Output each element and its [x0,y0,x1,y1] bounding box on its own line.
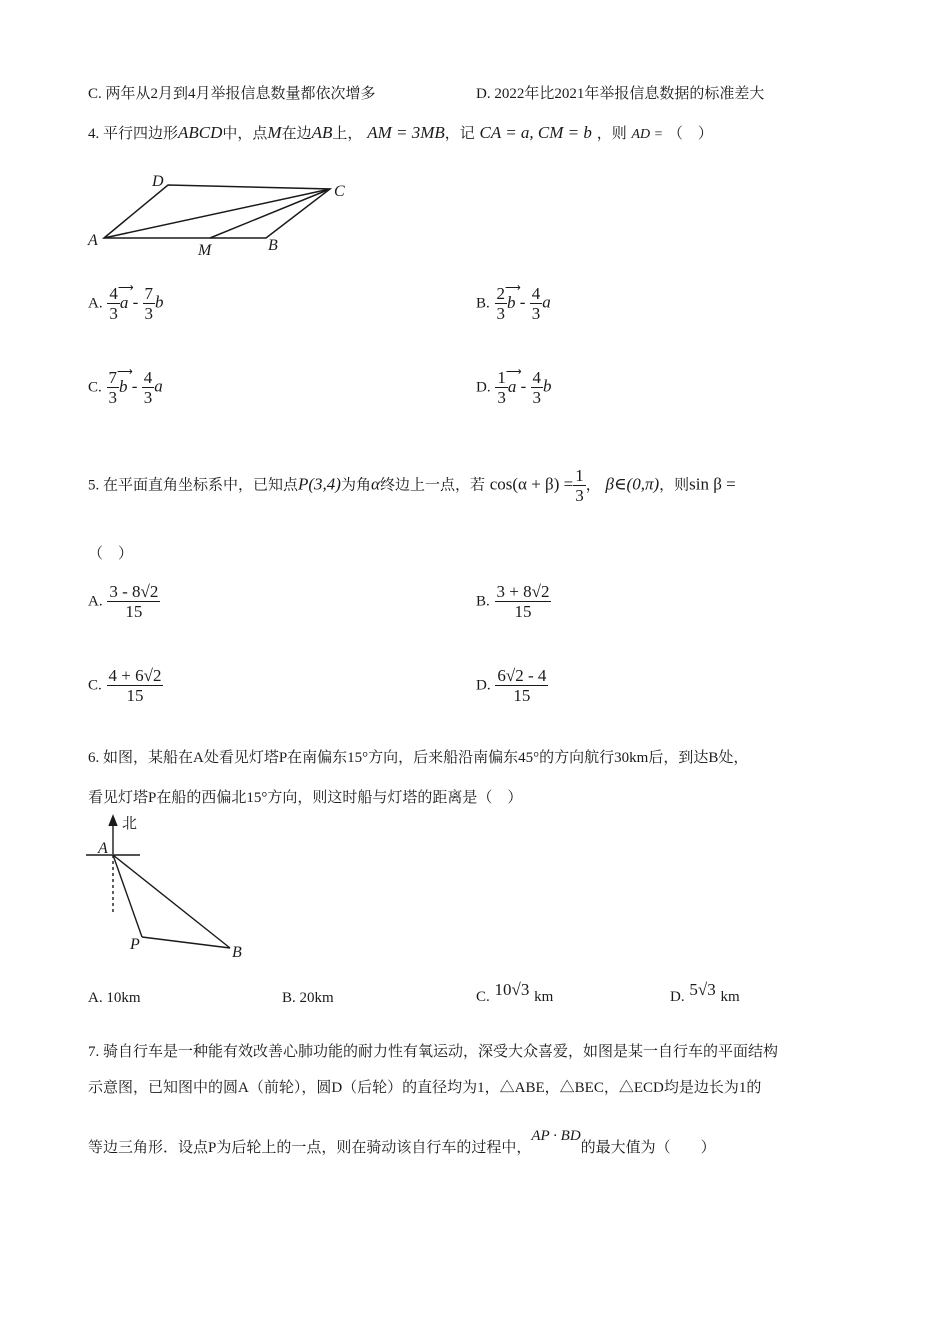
q4-stem-text: 上， [332,126,363,142]
vec-b: b [155,292,164,312]
q4-stem-text: ，则 [596,126,627,142]
q3-option-d: D. 2022年比2021年举报信息数据的标准差大 [476,86,765,102]
option-label: D. [670,989,685,1005]
frac-num: 4 [532,368,542,387]
vec-b: b [119,376,128,396]
q7-line-1: 7. 骑自行车是一种能有效改善心肺功能的耐力性有氧运动，深受大众喜爱，如图是某一自行车的平面结构 [88,1044,779,1060]
q7-expression: AP · BD [531,1128,581,1144]
option-label: A. [88,593,103,610]
frac-den: 3 [144,304,154,323]
bearing-figure [84,810,264,960]
frac-den: 15 [495,685,548,705]
option-value: 5√3 [689,980,716,999]
q6-option-a: A. 10km [88,990,141,1006]
fig-label-c: C [334,183,345,200]
option-label: C. [88,677,102,694]
q5-alpha: α [371,474,380,494]
q5-point: P(3,4) [298,474,341,494]
frac-den: 3 [532,388,542,407]
frac-num: 6√2 - 4 [497,666,547,685]
q3-option-c: C. 两年从2月到4月举报信息数量都依次增多 [88,86,376,102]
q6-option-d [670,980,740,1006]
frac-num: 4 + 6√2 [108,666,162,685]
q4-abcd: ABCD [178,123,223,142]
q4-ab: AB [311,123,333,142]
minus: - [128,292,143,312]
q4-option-d: D. $\frac{1}{3}$ ⟶ a - $\frac{4}{3}$ b [476,365,552,407]
minus: - [515,292,530,312]
minus: - [127,376,142,396]
fig-label-d: D [152,173,164,190]
q7-text: 的最大值为（ ） [580,1140,716,1156]
q5-stem-text: ， [585,477,601,494]
q5-stem-text: 5. 在平面直角坐标系中，已知点 [88,477,299,494]
q5-stem [88,466,736,505]
parallelogram-figure [80,168,360,260]
option-label: B. [476,295,490,312]
q4-m: M [267,123,282,142]
q4-stem [88,122,713,143]
fig-label-b: B [232,944,242,960]
fig-label-m: M [198,242,212,259]
option-unit: km [534,989,554,1005]
q4-stem-text: ，记 [444,126,475,142]
q4-option-a: A. $\frac{4}{3}$ ⟶ a - $\frac{7}{3}$ b [88,281,164,323]
frac-den: 3 [109,304,118,323]
frac-num: 2 [496,284,506,303]
fig-north-label: 北 [122,814,138,832]
vec-a: a [507,376,517,396]
q5-option-a [88,582,160,621]
vec-b: b [507,292,516,312]
option-value: 10√3 [494,980,530,999]
fig-label-p: P [130,936,140,953]
frac-den: 15 [107,601,160,621]
frac-den: 3 [143,388,153,407]
vec-b: b [543,376,552,396]
q4-stem-text: 4. 平行四边形 [88,126,179,142]
q6-option-b: B. 20km [282,990,334,1006]
q4-ad: AD = [631,127,664,142]
frac-den: 3 [497,388,506,407]
q5-stem-text: ，则 [659,477,690,494]
frac-den: 3 [108,388,118,407]
q4-paren: （ ） [667,126,713,142]
vec-a: a [542,292,551,312]
frac-num: 4 [109,284,118,303]
q4-stem-text: 中，点 [222,126,268,142]
q5-paren: （ ） [88,546,134,562]
fig-label-a: A [88,232,98,249]
option-label: C. [476,989,490,1005]
q4-option-c: C. $\frac{7}{3}$ ⟶ b - $\frac{4}{3}$ a [88,365,163,407]
fig-label-a: A [98,840,108,857]
frac-den: 15 [107,685,164,705]
vec-a: a [119,292,129,312]
frac-num: 7 [144,284,154,303]
option-label: A. [88,295,103,312]
frac-den: 3 [531,304,541,323]
q5-option-c [88,666,163,705]
option-unit: km [720,989,740,1005]
fig-label-b: B [268,237,278,254]
frac-num: 4 [531,284,541,303]
frac-den: 15 [495,601,552,621]
option-label: D. [476,677,491,694]
frac-num: 1 [575,466,584,485]
q7-line-3 [88,1128,716,1157]
q4-stem-text: 在边 [281,126,312,142]
q7-line-2: 示意图，已知图中的圆A（前轮），圆D（后轮）的直径均为1，△ABE，△BEC，△ECD均是边长为1的 [88,1080,762,1096]
q5-option-d [476,666,548,705]
frac-num: 3 - 8√2 [109,582,159,601]
q5-sin-beta: sin β = [689,474,736,494]
q7-text: 等边三角形．设点P为后轮上的一点，则在骑动该自行车的过程中， [88,1140,532,1156]
q4-option-b: B. $\frac{2}{3}$ ⟶ b - $\frac{4}{3}$ a [476,281,551,323]
q6-line-1: 6. 如图，某船在A处看见灯塔P在南偏东15°方向，后来船沿南偏东45°的方向航行30km后，到达B处， [88,750,749,766]
q4-condition: AM = 3MB [367,123,445,142]
q5-stem-text: 为角 [340,477,371,494]
q4-vectors: CA = a, CM = b [479,123,592,142]
option-label: D. [476,379,491,396]
option-label: B. [476,593,490,610]
minus: - [516,376,531,396]
q5-stem-text: 终边上一点，若 [379,477,485,494]
frac-num: 4 [143,368,153,387]
q5-beta-range: β∈(0,π) [605,474,660,494]
frac-den: 3 [575,486,584,505]
q5-option-b [476,582,551,621]
frac-den: 3 [496,304,506,323]
q6-option-c [476,980,553,1006]
option-label: C. [88,379,102,396]
frac-num: 7 [108,368,118,387]
q5-cos: cos(α + β) = [489,474,574,494]
frac-num: 3 + 8√2 [496,582,550,601]
q6-line-2: 看见灯塔P在船的西偏北15°方向，则这时船与灯塔的距离是（ ） [88,790,523,806]
vec-a: a [154,376,163,396]
frac-num: 1 [497,368,506,387]
